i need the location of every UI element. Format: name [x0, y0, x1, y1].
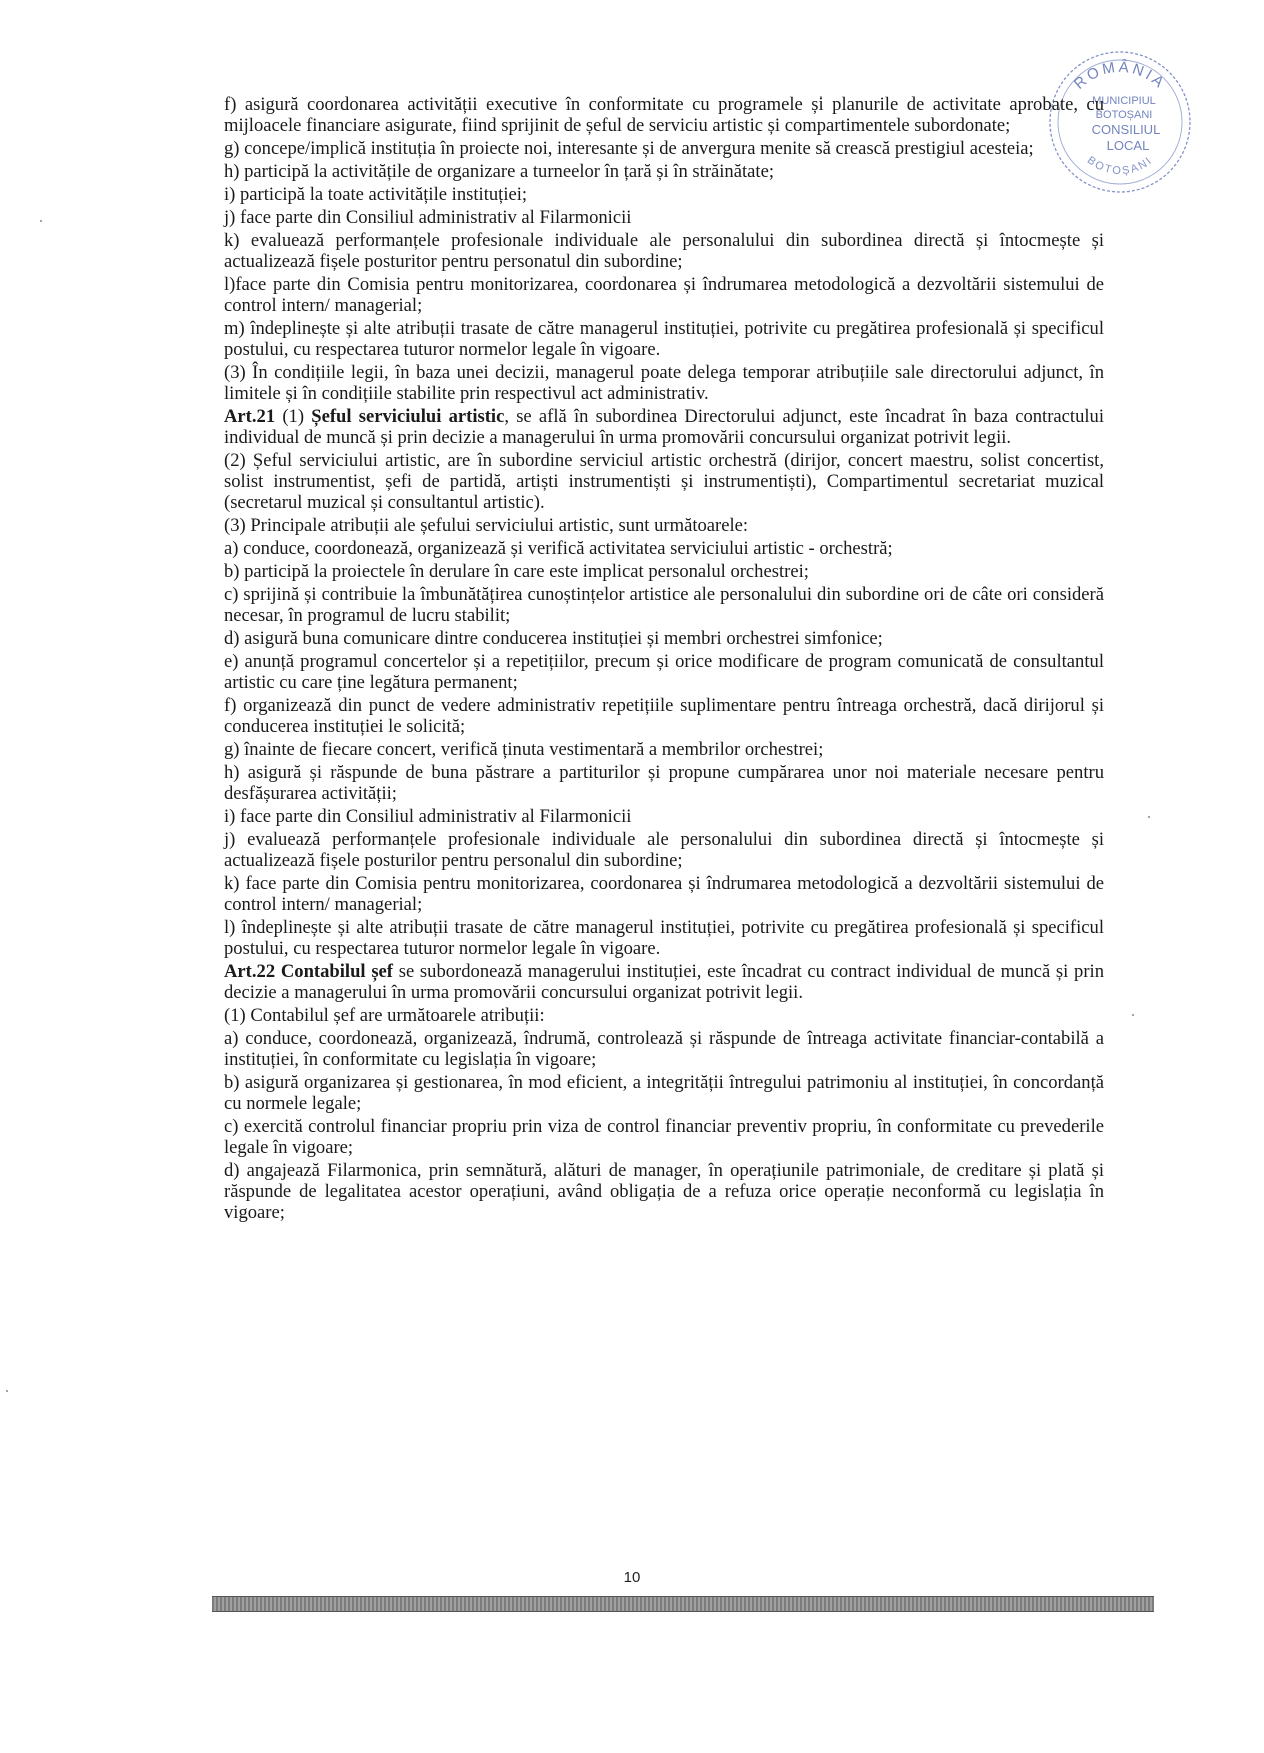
- paragraph: [224, 762, 1104, 804]
- paragraph: [224, 829, 1104, 871]
- paragraph: [224, 1005, 1104, 1026]
- paragraph: [224, 138, 1104, 159]
- paragraph: [224, 651, 1104, 693]
- paragraph-text: c) sprijină și contribuie la îmbunătățirea cunoștințelor artistice ale personalului din subordine ori de câte ori consideră necesar, în programul de lucru stabilit;: [224, 584, 1104, 626]
- article-title: Șeful serviciului artistic: [311, 406, 505, 427]
- paragraph: [224, 94, 1104, 136]
- paragraph: [224, 207, 1104, 228]
- paragraph: [224, 628, 1104, 649]
- scan-speck: [1148, 816, 1150, 818]
- paragraph-text: g) înainte de fiecare concert, verifică ținuta vestimentară a membrilor orchestrei;: [224, 739, 824, 760]
- article-number: Art.21: [224, 406, 276, 427]
- paragraph-text: (1) Contabilul șef are următoarele atribuții:: [224, 1005, 545, 1026]
- paragraph: [224, 917, 1104, 959]
- paragraph-text: d) asigură buna comunicare dintre conducerea instituției și membri orchestrei simfonice;: [224, 628, 883, 649]
- paragraph-text: h) asigură și răspunde de buna păstrare a partiturilor și propune cumpărarea unor noi materiale necesare pentru desfășurarea activității;: [224, 762, 1104, 804]
- paragraph: [224, 806, 1104, 827]
- paragraph: [224, 362, 1104, 404]
- paragraph: [224, 1116, 1104, 1158]
- paragraph: [224, 161, 1104, 182]
- paragraph: [224, 274, 1104, 316]
- paragraph-text: i) face parte din Consiliul administrativ al Filarmonicii: [224, 806, 632, 827]
- paragraph: [224, 961, 1104, 1003]
- paragraph: [224, 1028, 1104, 1070]
- paragraph: [224, 584, 1104, 626]
- paragraph-text: f) organizează din punct de vedere administrativ repetițiile suplimentare pentru întreaga orchestră, dacă dirijorul și conducerea instituției le solicită;: [224, 695, 1104, 737]
- stamp-municipality-label: MUNICIPIUL: [1092, 95, 1156, 107]
- paragraph-text: f) asigură coordonarea activității executive în conformitate cu programele și planurile de activitate aprobate, cu mijloacele financiare asigurate, fiind sprijinit de șeful de serviciu artistic și compartimentele subordonate;: [224, 94, 1104, 136]
- paragraph-text: (3) Principale atribuții ale șefului serviciului artistic, sunt următoarele:: [224, 515, 749, 536]
- paragraph-text: , se află în subordinea Directorului adjunct, este încadrat în baza contractului individual de muncă și prin decizie a managerului în urma promovării concursului organizat potrivit legii.: [224, 406, 1105, 448]
- scan-speck: [40, 220, 42, 222]
- page-number: 10: [623, 1569, 641, 1586]
- paragraph: [224, 450, 1104, 513]
- article-prefix: (1): [275, 406, 312, 427]
- paragraph-text: i) participă la toate activitățile instituției;: [224, 184, 528, 205]
- paragraph: [224, 561, 1104, 582]
- paragraph: [224, 538, 1104, 559]
- svg-text:ROMÂNIA: [1071, 59, 1169, 93]
- paragraph: [224, 1072, 1104, 1114]
- paragraph-text: m) îndeplinește și alte atribuții trasate de către managerul instituției, potrivite cu pregătirea profesională și specificul postului, cu respectarea tuturor normelor legale în vigoare.: [224, 318, 1104, 360]
- document-body: [224, 94, 1104, 1225]
- stamp-country: ROMÂNIA: [1070, 58, 1170, 93]
- paragraph-text: j) evaluează performanțele profesionale individuale ale personalului din subordinea directă și întocmește și actualizează fișele posturilor pentru personalul din subordine;: [224, 829, 1104, 871]
- paragraph-text: g) concepe/implică instituția în proiecte noi, interesante și de anvergura menite să crească prestigiul acesteia;: [224, 138, 1034, 159]
- paragraph-text: h) participă la activitățile de organizare a turneelor în țară și în străinătate;: [224, 161, 774, 182]
- paragraph-text: c) exercită controlul financiar propriu prin viza de control financiar preventiv propriu, în conformitate cu prevederile legale în vigoare;: [224, 1116, 1104, 1158]
- scan-speck: [6, 1390, 8, 1392]
- paragraph-text: j) face parte din Consiliul administrativ al Filarmonicii: [224, 207, 632, 228]
- stamp-city-arc: BOTOȘANI: [1084, 154, 1156, 178]
- paragraph: [224, 1160, 1104, 1223]
- paragraph: [224, 515, 1104, 536]
- paragraph-text: d) angajează Filarmonica, prin semnătură, alături de manager, în operațiunile patrimoniale, de creditare și plată și răspunde de legalitatea acestor operațiuni, având obligația de a refuza orice operație neconformă cu legislația în vigoare;: [224, 1160, 1104, 1223]
- paragraph-text: (2) Șeful serviciului artistic, are în subordine serviciul artistic orchestră (dirijor, concert maestru, solist concertist, solist instrumentist, șefi de partidă, artiști instrumentiști și instrumentiști), Compartimentul secretariat muzical (secretarul muzical și consultantul artistic).: [224, 450, 1104, 513]
- paragraph-text: k) face parte din Comisia pentru monitorizarea, coordonarea și îndrumarea metodologică a dezvoltării sistemului de control intern/ managerial;: [224, 873, 1104, 915]
- paragraph-text: b) participă la proiectele în derulare în care este implicat personalul orchestrei;: [224, 561, 809, 582]
- paragraph-text: se subordonează managerului instituției, este încadrat cu contract individual de muncă și prin decizie a managerului în urma promovării concursului organizat potrivit legii.: [224, 961, 1104, 1003]
- scan-speck: [1132, 1014, 1134, 1016]
- paragraph-text: (3) În condițiile legii, în baza unei decizii, managerul poate delega temporar atribuțiile sale directorului adjunct, în limitele și în condițiile stabilite prin respectivul act administrativ.: [224, 362, 1104, 404]
- paragraph-text: l) îndeplinește și alte atribuții trasate de către managerul instituției, potrivite cu pregătirea profesională și specificul postului, cu respectarea tuturor normelor legale în vigoare.: [224, 917, 1104, 959]
- article-title: Contabilul șef: [280, 961, 393, 982]
- paragraph-text: l)face parte din Comisia pentru monitorizarea, coordonarea și îndrumarea metodologică a dezvoltării sistemului de control intern/ managerial;: [224, 274, 1104, 316]
- stamp-council: CONSILIUL: [1091, 122, 1161, 137]
- paragraph: [224, 406, 1104, 448]
- paragraph-text: a) conduce, coordonează, organizează și verifică activitatea serviciului artistic - orchestră;: [224, 538, 893, 559]
- paragraph-text: a) conduce, coordonează, organizează, îndrumă, controlează și răspunde de întreaga activitate financiar-contabilă a instituției, în conformitate cu legislația în vigoare;: [224, 1028, 1104, 1070]
- paragraph-text: e) anunță programul concertelor și a repetițiilor, precum și orice modificare de program comunicată de consultantul artistic cu care ține legătura permanent;: [224, 651, 1104, 693]
- article-number: Art.22: [224, 961, 276, 982]
- paragraph: [224, 873, 1104, 915]
- paragraph: [224, 695, 1104, 737]
- paragraph: [224, 318, 1104, 360]
- paragraph: [224, 230, 1104, 272]
- footer-bar: [212, 1596, 1154, 1612]
- paragraph-text: b) asigură organizarea și gestionarea, în mod eficient, a integrității întregului patrimoniu al instituției, în concordanță cu normele legale;: [224, 1072, 1104, 1114]
- paragraph: [224, 184, 1104, 205]
- stamp-local: LOCAL: [1106, 138, 1150, 153]
- paragraph-text: k) evaluează performanțele profesionale individuale ale personalului din subordinea directă și întocmește și actualizează fișele posturitor pentru personatul din subordine;: [224, 230, 1104, 272]
- stamp-city: BOTOȘANI: [1095, 109, 1153, 121]
- paragraph: [224, 739, 1104, 760]
